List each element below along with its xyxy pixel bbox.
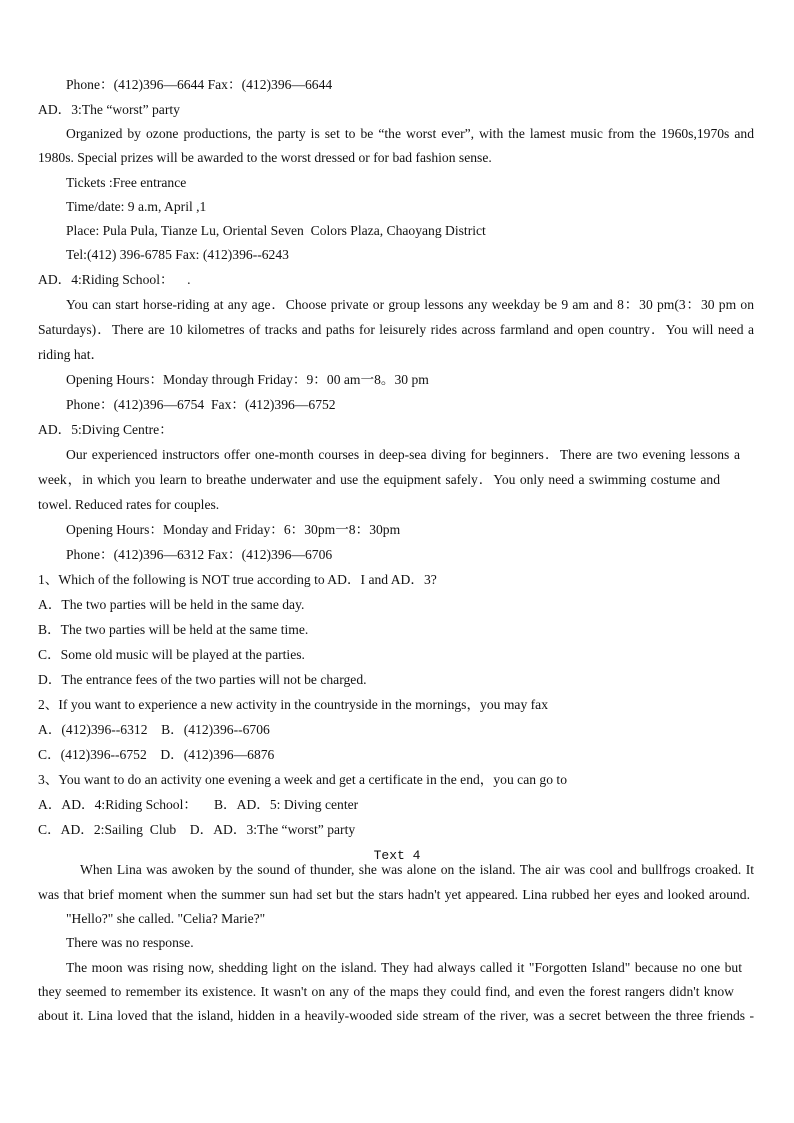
text4-line: When Lina was awoken by the sound of thunder, she was alone on the island. The air was cool and bullfrogs croaked. It — [80, 862, 754, 877]
ad5-hours: Opening Hours：Monday and Friday：6：30pm一8：30pm — [66, 522, 401, 537]
ad5-body-line: Our experienced instructors offer one-month courses in deep-sea diving for beginners．There are two evening lessons a — [66, 447, 740, 462]
ad5-body-line: towel. Reduced rates for couples. — [38, 497, 220, 512]
q1-option-b: B．The two parties will be held at the same time. — [38, 622, 309, 637]
ad3-tickets: Tickets :Free entrance — [66, 175, 187, 190]
q1-option-a: A．The two parties will be held in the same day. — [38, 597, 305, 612]
ad4-phone: Phone：(412)396—6754 Fax：(412)396—6752 — [66, 397, 336, 412]
ad4-body-line: You can start horse-riding at any age．Choose private or group lessons any weekday be 9 am and 8：30 pm(3：30 pm on — [66, 297, 754, 312]
ad4-hours: Opening Hours：Monday through Friday：9：00 am一8。30 pm — [66, 372, 429, 387]
text4-line: The moon was rising now, shedding light on the island. They had always called it "Forgotten Island" because no one but — [66, 960, 742, 975]
ad2-phone: Phone：(412)396—6644 Fax：(412)396—6644 — [66, 77, 333, 92]
q1-option-c: C．Some old music will be played at the parties. — [38, 647, 305, 662]
q2-options-ab: A．(412)396--6312 B．(412)396--6706 — [38, 722, 270, 737]
ad3-body-line: Organized by ozone productions, the party is set to be “the worst ever”, with the lamest music from the 1960s,1970s and — [66, 126, 754, 141]
ad4-title: AD．4:Riding School： . — [38, 272, 191, 287]
q3-options-cd: C．AD．2:Sailing Club D．AD．3:The “worst” party — [38, 822, 356, 837]
ad5-body-line: week，in which you learn to breathe underwater and use the equipment safely．You only need a swimming costume and — [38, 472, 720, 487]
question-2: 2、If you want to experience a new activity in the countryside in the mornings，you may fax — [38, 697, 549, 712]
text4-line: "Hello?" she called. "Celia? Marie?" — [66, 911, 266, 926]
question-3: 3、You want to do an activity one evening a week and get a certificate in the end，you can go to — [38, 772, 567, 787]
ad5-phone: Phone：(412)396—6312 Fax：(412)396—6706 — [66, 547, 333, 562]
question-1: 1、Which of the following is NOT true according to AD．I and AD．3? — [38, 572, 437, 587]
q1-option-d: D．The entrance fees of the two parties will not be charged. — [38, 672, 367, 687]
text4-line: was that brief moment when the summer sun had set but the stars hadn't yet appeared. Lina rubbed her eyes and looked around. — [38, 887, 750, 902]
ad4-body-line: riding hat． — [38, 347, 105, 362]
ad4-body-line: Saturdays)．There are 10 kilometres of tracks and paths for leisurely rides across farmland and open country．You will need a — [38, 322, 754, 337]
text4-line: There was no response. — [66, 935, 194, 950]
ad5-title: AD．5:Diving Centre： — [38, 422, 173, 437]
text4-heading: Text 4 — [373, 848, 421, 863]
ad3-time: Time/date: 9 a.m, April ,1 — [66, 199, 207, 214]
q2-options-cd: C．(412)396--6752 D．(412)396—6876 — [38, 747, 275, 762]
q3-options-ab: A．AD．4:Riding School： B．AD．5: Diving center — [38, 797, 359, 812]
ad3-title: AD．3:The “worst” party — [38, 102, 180, 117]
text4-line: they seemed to remember its existence. It wasn't on any of the maps they could find, and even the forest rangers didn't know — [38, 984, 734, 999]
ad3-body-line: 1980s. Special prizes will be awarded to the worst dressed or for bad fashion sense. — [38, 150, 492, 165]
ad3-tel: Tel:(412) 396-6785 Fax: (412)396--6243 — [66, 247, 289, 262]
text4-line: about it. Lina loved that the island, hidden in a heavily-wooded side stream of the river, was a secret between the three friends - — [38, 1008, 754, 1023]
ad3-place: Place: Pula Pula, Tianze Lu, Oriental Seven Colors Plaza, Chaoyang District — [66, 223, 486, 238]
